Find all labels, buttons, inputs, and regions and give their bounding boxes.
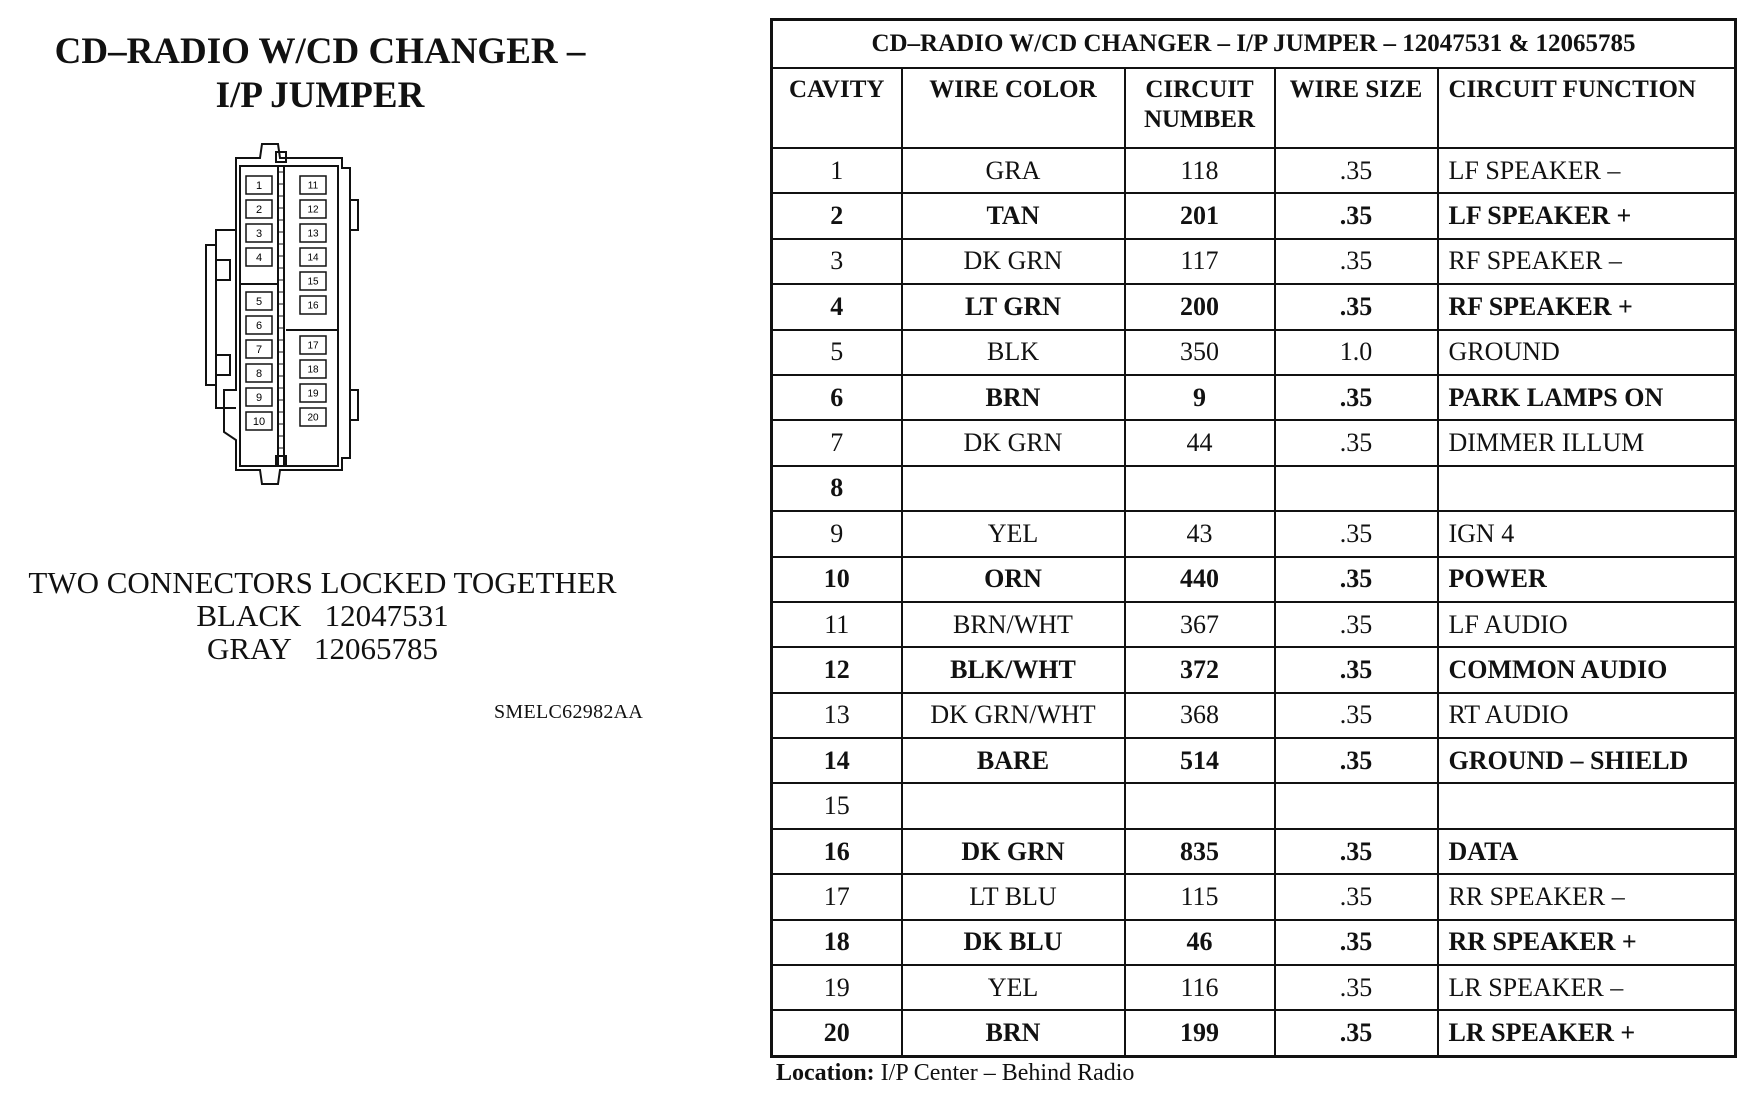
pinout-table-container [770, 18, 1734, 1058]
cell-wire-color: BLK [902, 330, 1125, 375]
table-row [772, 647, 1736, 692]
cell-wire-color: DK GRN [902, 420, 1125, 465]
table-title: CD–RADIO W/CD CHANGER – I/P JUMPER – 12047531 & 12065785 [772, 20, 1736, 69]
cell-circuit-function: DIMMER ILLUM [1438, 420, 1736, 465]
cavity-label: 14 [307, 252, 319, 264]
cell-wire-color: ORN [902, 557, 1125, 602]
cell-circuit-function: RT AUDIO [1438, 693, 1736, 738]
connector-cavity [246, 316, 272, 334]
pinout-table [770, 18, 1737, 1058]
cell-wire-color: BRN [902, 375, 1125, 420]
cell-circuit-number [1125, 783, 1275, 828]
cell-wire-size: .35 [1275, 375, 1438, 420]
cell-circuit-function: PARK LAMPS ON [1438, 375, 1736, 420]
cavity-label: 8 [255, 367, 263, 380]
connector-cavity [300, 408, 326, 426]
table-row [772, 239, 1736, 284]
cell-wire-size: .35 [1275, 148, 1438, 193]
cavity-label: 4 [255, 251, 263, 264]
cell-cavity: 8 [772, 466, 902, 511]
cell-wire-size [1275, 466, 1438, 511]
connector-cavity [246, 412, 272, 430]
cell-wire-color: LT GRN [902, 284, 1125, 329]
cell-wire-size [1275, 783, 1438, 828]
table-row [772, 874, 1736, 919]
cavity-label: 7 [255, 343, 263, 356]
cavity-label: 20 [307, 412, 319, 424]
table-row [772, 148, 1736, 193]
cell-wire-color: BRN [902, 1010, 1125, 1056]
cell-circuit-number: 117 [1125, 239, 1275, 284]
cell-wire-size: .35 [1275, 602, 1438, 647]
table-row [772, 420, 1736, 465]
cell-wire-size: .35 [1275, 284, 1438, 329]
cavity-label: 9 [255, 391, 263, 404]
connector-cavity [246, 364, 272, 382]
cell-circuit-number: 350 [1125, 330, 1275, 375]
cell-circuit-number: 44 [1125, 420, 1275, 465]
caption-line2: BLACK 12047531 [196, 598, 449, 633]
cell-wire-size: 1.0 [1275, 330, 1438, 375]
cell-wire-color [902, 783, 1125, 828]
diagram-title [0, 30, 640, 118]
cavity-label: 12 [307, 204, 319, 216]
cell-wire-color: DK BLU [902, 920, 1125, 965]
connector-cavity [300, 176, 326, 194]
cell-circuit-number: 372 [1125, 647, 1275, 692]
cell-cavity: 7 [772, 420, 902, 465]
cell-circuit-function [1438, 466, 1736, 511]
cell-wire-color: BLK/WHT [902, 647, 1125, 692]
cell-wire-size: .35 [1275, 557, 1438, 602]
header-circuit-function: CIRCUIT FUNCTION [1438, 68, 1736, 148]
cell-wire-size: .35 [1275, 193, 1438, 238]
cell-circuit-number: 199 [1125, 1010, 1275, 1056]
cell-wire-size: .35 [1275, 693, 1438, 738]
cell-circuit-function: GROUND [1438, 330, 1736, 375]
table-body [772, 148, 1736, 1056]
cell-cavity: 4 [772, 284, 902, 329]
cell-circuit-function [1438, 783, 1736, 828]
connector-cavity [300, 384, 326, 402]
cell-wire-size: .35 [1275, 1010, 1438, 1056]
table-row [772, 375, 1736, 420]
cell-circuit-number: 118 [1125, 148, 1275, 193]
connector-cavity [246, 224, 272, 242]
cell-circuit-function: COMMON AUDIO [1438, 647, 1736, 692]
table-row [772, 920, 1736, 965]
cell-wire-color: LT BLU [902, 874, 1125, 919]
diagram-title-line1: CD–RADIO W/CD CHANGER – [54, 31, 586, 72]
cell-circuit-number: 368 [1125, 693, 1275, 738]
cavity-label: 19 [307, 388, 319, 400]
cell-circuit-function: RF SPEAKER + [1438, 284, 1736, 329]
cell-cavity: 9 [772, 511, 902, 556]
cell-circuit-number: 367 [1125, 602, 1275, 647]
cell-cavity: 14 [772, 738, 902, 783]
header-wire-color: WIRE COLOR [902, 68, 1125, 148]
connector-cavity [246, 176, 272, 194]
table-row [772, 965, 1736, 1010]
cell-wire-color: BARE [902, 738, 1125, 783]
table-row [772, 511, 1736, 556]
cavity-label: 17 [307, 340, 319, 352]
cavity-label: 10 [252, 415, 266, 428]
cell-wire-color: GRA [902, 148, 1125, 193]
cell-cavity: 3 [772, 239, 902, 284]
cavity-label: 6 [255, 319, 263, 332]
cavity-label: 16 [307, 300, 319, 312]
cell-wire-size: .35 [1275, 647, 1438, 692]
cell-wire-color: DK GRN/WHT [902, 693, 1125, 738]
cell-wire-color: YEL [902, 965, 1125, 1010]
connector-cavity [300, 360, 326, 378]
table-row [772, 1010, 1736, 1056]
cell-circuit-number: 116 [1125, 965, 1275, 1010]
cavity-label: 3 [255, 227, 263, 240]
cell-circuit-number: 200 [1125, 284, 1275, 329]
cell-circuit-number: 440 [1125, 557, 1275, 602]
connector-diagram [200, 140, 390, 520]
cell-cavity: 10 [772, 557, 902, 602]
cell-circuit-function: LR SPEAKER + [1438, 1010, 1736, 1056]
connector-cavity [300, 200, 326, 218]
figure-code: SMELC62982AA [494, 701, 644, 723]
cell-circuit-function: RR SPEAKER + [1438, 920, 1736, 965]
cell-circuit-number: 514 [1125, 738, 1275, 783]
cell-wire-size: .35 [1275, 874, 1438, 919]
header-circuit-number: CIRCUIT NUMBER [1125, 68, 1275, 148]
connector-caption [0, 566, 645, 665]
table-row [772, 602, 1736, 647]
header-wire-size: WIRE SIZE [1275, 68, 1438, 148]
cavity-label: 15 [307, 276, 319, 288]
connector-cavity [246, 388, 272, 406]
table-row [772, 284, 1736, 329]
cavity-label: 1 [255, 179, 263, 192]
cell-circuit-function: RR SPEAKER – [1438, 874, 1736, 919]
caption-line3: GRAY 12065785 [206, 631, 439, 666]
connector-cavity [246, 292, 272, 310]
cell-cavity: 17 [772, 874, 902, 919]
cell-wire-size: .35 [1275, 239, 1438, 284]
cell-cavity: 11 [772, 602, 902, 647]
cell-cavity: 15 [772, 783, 902, 828]
connector-cavity [246, 340, 272, 358]
cell-circuit-number: 9 [1125, 375, 1275, 420]
cavity-label: 13 [307, 228, 319, 240]
cell-cavity: 20 [772, 1010, 902, 1056]
cell-cavity: 19 [772, 965, 902, 1010]
header-cavity: CAVITY [772, 68, 902, 148]
location-label: Location: [776, 1060, 875, 1086]
cell-cavity: 18 [772, 920, 902, 965]
cell-wire-color [902, 466, 1125, 511]
cell-wire-size: .35 [1275, 920, 1438, 965]
cell-wire-color: TAN [902, 193, 1125, 238]
location-value: I/P Center – Behind Radio [880, 1060, 1135, 1086]
cell-circuit-function: LF SPEAKER – [1438, 148, 1736, 193]
cell-wire-size: .35 [1275, 511, 1438, 556]
diagram-title-line2: I/P JUMPER [215, 75, 425, 116]
cell-wire-color: BRN/WHT [902, 602, 1125, 647]
connector-cavity [246, 248, 272, 266]
cell-circuit-function: GROUND – SHIELD [1438, 738, 1736, 783]
cell-cavity: 6 [772, 375, 902, 420]
table-row [772, 193, 1736, 238]
table-row [772, 330, 1736, 375]
cell-circuit-function: LF AUDIO [1438, 602, 1736, 647]
connector-cavity [300, 336, 326, 354]
cell-circuit-function: IGN 4 [1438, 511, 1736, 556]
cell-wire-size: .35 [1275, 829, 1438, 874]
location-note [776, 1060, 1134, 1087]
table-row [772, 557, 1736, 602]
cell-circuit-number: 201 [1125, 193, 1275, 238]
connector-cavity [300, 296, 326, 314]
cavity-label: 18 [307, 364, 319, 376]
cell-wire-color: YEL [902, 511, 1125, 556]
cell-cavity: 12 [772, 647, 902, 692]
table-row [772, 783, 1736, 828]
cell-circuit-number: 835 [1125, 829, 1275, 874]
connector-cavity [300, 248, 326, 266]
cell-cavity: 2 [772, 193, 902, 238]
cell-circuit-function: LR SPEAKER – [1438, 965, 1736, 1010]
table-row [772, 693, 1736, 738]
cell-wire-size: .35 [1275, 965, 1438, 1010]
connector-cavity [300, 272, 326, 290]
table-row [772, 738, 1736, 783]
cell-circuit-function: DATA [1438, 829, 1736, 874]
cell-wire-color: DK GRN [902, 829, 1125, 874]
caption-line1: TWO CONNECTORS LOCKED TOGETHER [28, 565, 617, 600]
cavity-label: 2 [255, 203, 263, 216]
table-row [772, 466, 1736, 511]
cell-circuit-number: 115 [1125, 874, 1275, 919]
cell-circuit-function: LF SPEAKER + [1438, 193, 1736, 238]
cell-circuit-function: RF SPEAKER – [1438, 239, 1736, 284]
cavity-label: 11 [307, 180, 319, 192]
cell-cavity: 5 [772, 330, 902, 375]
cell-circuit-number: 43 [1125, 511, 1275, 556]
cell-wire-size: .35 [1275, 738, 1438, 783]
connector-cavity [300, 224, 326, 242]
cavity-label: 5 [255, 295, 263, 308]
cell-wire-color: DK GRN [902, 239, 1125, 284]
table-row [772, 829, 1736, 874]
cell-cavity: 1 [772, 148, 902, 193]
cell-cavity: 13 [772, 693, 902, 738]
cell-wire-size: .35 [1275, 420, 1438, 465]
cell-cavity: 16 [772, 829, 902, 874]
cell-circuit-number: 46 [1125, 920, 1275, 965]
cell-circuit-number [1125, 466, 1275, 511]
connector-cavity [246, 200, 272, 218]
cell-circuit-function: POWER [1438, 557, 1736, 602]
